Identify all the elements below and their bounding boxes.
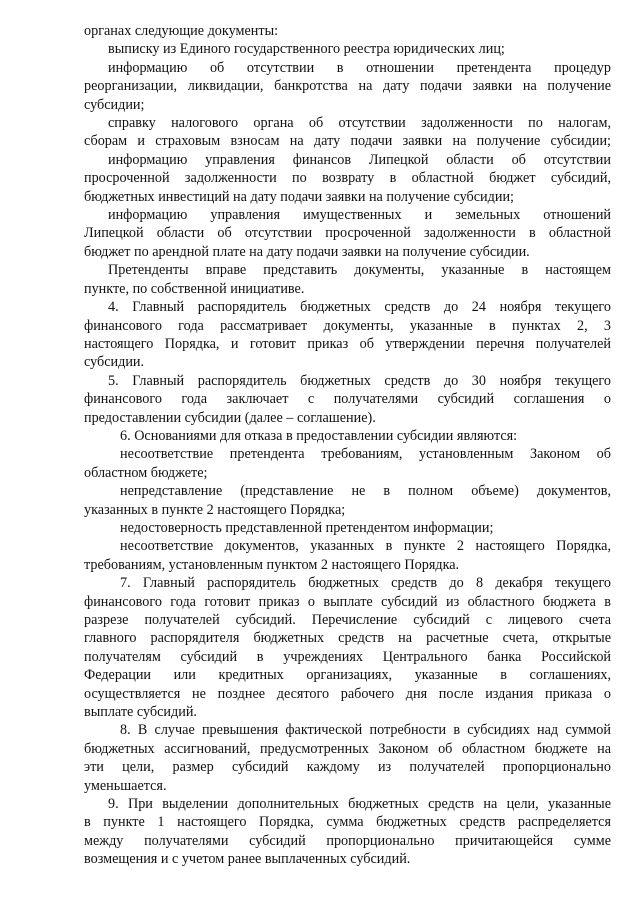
text-line: уменьшается. <box>84 777 167 794</box>
text-line: 7. Главный распорядитель бюджетных средств до 8 декабря текущего <box>120 575 611 592</box>
text-line: несоответствие документов, указанных в пункте 2 настоящего Порядка, <box>120 538 611 555</box>
text-line: указанных в пункте 2 настоящего Порядка; <box>84 501 346 518</box>
text-line: несоответствие претендента требованиям, установленным Законом об <box>120 446 611 463</box>
text-line: просроченной задолженности по возврату в областной бюджет субсидий, <box>84 170 611 187</box>
text-line: субсидии. <box>84 354 145 371</box>
text-line: выплате субсидий. <box>84 704 197 721</box>
text-line: 6. Основаниями для отказа в предоставлении субсидии являются: <box>120 427 518 444</box>
text-line: Липецкой области об отсутствии просроченной задолженности в областной <box>84 225 611 242</box>
text-line: информацию управления финансов Липецкой области об отсутствии <box>108 151 611 168</box>
text-line: в пункте 1 настоящего Порядка, сумма бюджетных средств распределяется <box>84 814 611 831</box>
text-line: органах следующие документы: <box>84 23 279 39</box>
text-line: сборам и страховым взносам на дату подачи заявки на получение субсидии; <box>84 133 611 150</box>
text-line: справку налогового органа об отсутствии задолженности по налогам, <box>108 115 611 132</box>
text-line: возмещения и с учетом ранее выплаченных субсидий. <box>84 851 411 868</box>
text-line: 5. Главный распорядитель бюджетных средств до 30 ноября текущего <box>108 372 611 389</box>
text-line: 8. В случае превышения фактической потребности в субсидиях над суммой <box>120 722 611 739</box>
text-line: 9. При выделении дополнительных бюджетных средств на цели, указанные <box>108 796 611 813</box>
text-line: финансового года заключает с получателями субсидий соглашения о <box>84 391 611 408</box>
text-line: эти цели, размер субсидий каждому из получателей пропорционально <box>84 759 611 776</box>
text-line: настоящего Порядка, и готовит приказ об утверждении перечня получателей <box>84 335 611 352</box>
text-line: Претенденты вправе представить документы, указанные в настоящем <box>108 262 611 279</box>
text-line: между получателями субсидий пропорционально причитающейся сумме <box>84 832 611 849</box>
text-line: осуществляется не позднее десятого рабочего дня после издания приказа о <box>84 685 611 702</box>
text-line: разрезе получателей субсидий. Перечисление субсидий с лицевого счета <box>84 612 611 628</box>
text-line: недостоверность представленной претендентом информации; <box>120 519 494 536</box>
text-line: информацию управления имущественных и земельных отношений <box>108 207 611 224</box>
document-page <box>84 22 611 869</box>
text-line: получателям субсидий в учреждениях Центрального банка Российской <box>84 648 611 665</box>
text-line: информацию об отсутствии в отношении претендента процедур <box>108 59 611 76</box>
text-line: финансового года готовит приказ о выплате субсидий из областного бюджета в <box>84 593 611 610</box>
text-line: бюджет по арендной плате на дату подачи заявки на получение субсидии. <box>84 243 530 260</box>
text-line: областном бюджете; <box>84 464 208 481</box>
text-line: бюджетных инвестиций на дату подачи заявки на получение субсидии; <box>84 188 514 205</box>
text-line: пункте, по собственной инициативе. <box>84 280 305 297</box>
text-line: 4. Главный распорядитель бюджетных средств до 24 ноября текущего <box>108 299 611 316</box>
text-line: предоставлении субсидии (далее – соглашение). <box>84 409 376 426</box>
text-line: финансового года рассматривает документы, указанные в пунктах 2, 3 <box>84 317 611 334</box>
text-line: выписку из Единого государственного реестра юридических лиц; <box>108 41 505 58</box>
text-line: требованиям, установленным пунктом 2 настоящего Порядка. <box>84 556 460 573</box>
text-line: главного распорядителя бюджетных средств на расчетные счета, открытые <box>84 630 611 647</box>
text-line: бюджетных ассигнований, предусмотренных Законом об областном бюджете на <box>84 740 611 757</box>
text-line: реорганизации, ликвидации, банкротства на дату подачи заявки на получение <box>84 78 611 95</box>
text-line: субсидии; <box>84 96 145 113</box>
text-line: Федерации или кредитных организациях, указанные в соглашениях, <box>84 667 611 684</box>
text-line: непредставление (представление не в полном объеме) документов, <box>120 483 611 500</box>
